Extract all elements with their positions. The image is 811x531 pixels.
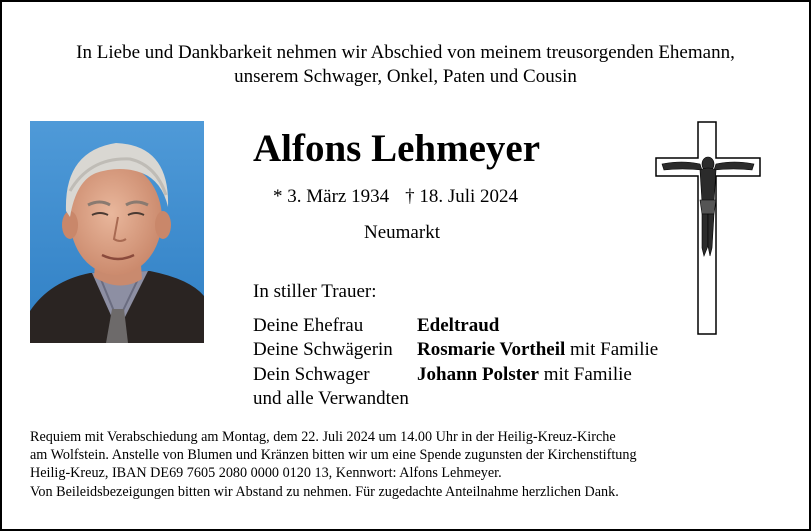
life-dates	[273, 185, 518, 209]
mourner-relation: Deine Schwägerin	[253, 339, 393, 361]
residence-place: Neumarkt	[364, 222, 440, 243]
footer-line-2: am Wolfstein. Anstelle von Blumen und Kränzen bitten wir um eine Spende zugunsten der Kirchenstiftung	[30, 447, 637, 464]
mourner-row	[253, 314, 500, 338]
death-date: † 18. Juli 2024	[405, 186, 519, 207]
deceased-name: Alfons Lehmeyer	[253, 127, 541, 170]
mourner-name: Johann Polster	[417, 363, 539, 385]
birth-date: * 3. März 1934	[273, 186, 390, 207]
footer-line-3: Heilig-Kreuz, IBAN DE69 7605 2080 0000 0120 13, Kennwort: Alfons Lehmeyer.	[30, 465, 502, 482]
mourner-name: Edeltraud	[417, 315, 500, 336]
intro-line-1: In Liebe und Dankbarkeit nehmen wir Abschied von meinem treusorgenden Ehemann,	[76, 42, 735, 63]
portrait-photo	[30, 121, 204, 343]
mourner-name: Rosmarie Vortheil	[417, 339, 566, 361]
mourner-suffix: mit Familie	[538, 363, 632, 385]
mourner-relation: Deine Ehefrau	[253, 315, 364, 336]
footer-line-1: Requiem mit Verabschiedung am Montag, dem 22. Juli 2024 um 14.00 Uhr in der Heilig-Kreuz-Kirche	[30, 429, 616, 445]
mourner-row	[253, 363, 632, 387]
mourner-closing: und alle Verwandten	[253, 387, 409, 409]
crucifix-icon	[652, 120, 764, 336]
mourner-suffix: mit Familie	[565, 339, 659, 361]
footer-notice	[30, 428, 790, 501]
mourner-row	[253, 338, 659, 362]
intro-line-2: unserem Schwager, Onkel, Paten und Cousin	[234, 66, 577, 87]
intro-text	[0, 41, 811, 89]
mourning-heading: In stiller Trauer:	[253, 281, 377, 302]
footer-line-4: Von Beileidsbezeigungen bitten wir Abstand zu nehmen. Für zugedachte Anteilnahme herzlichen Dank.	[30, 483, 619, 500]
mourners-list	[253, 314, 659, 411]
mourner-relation: Dein Schwager	[253, 363, 370, 385]
